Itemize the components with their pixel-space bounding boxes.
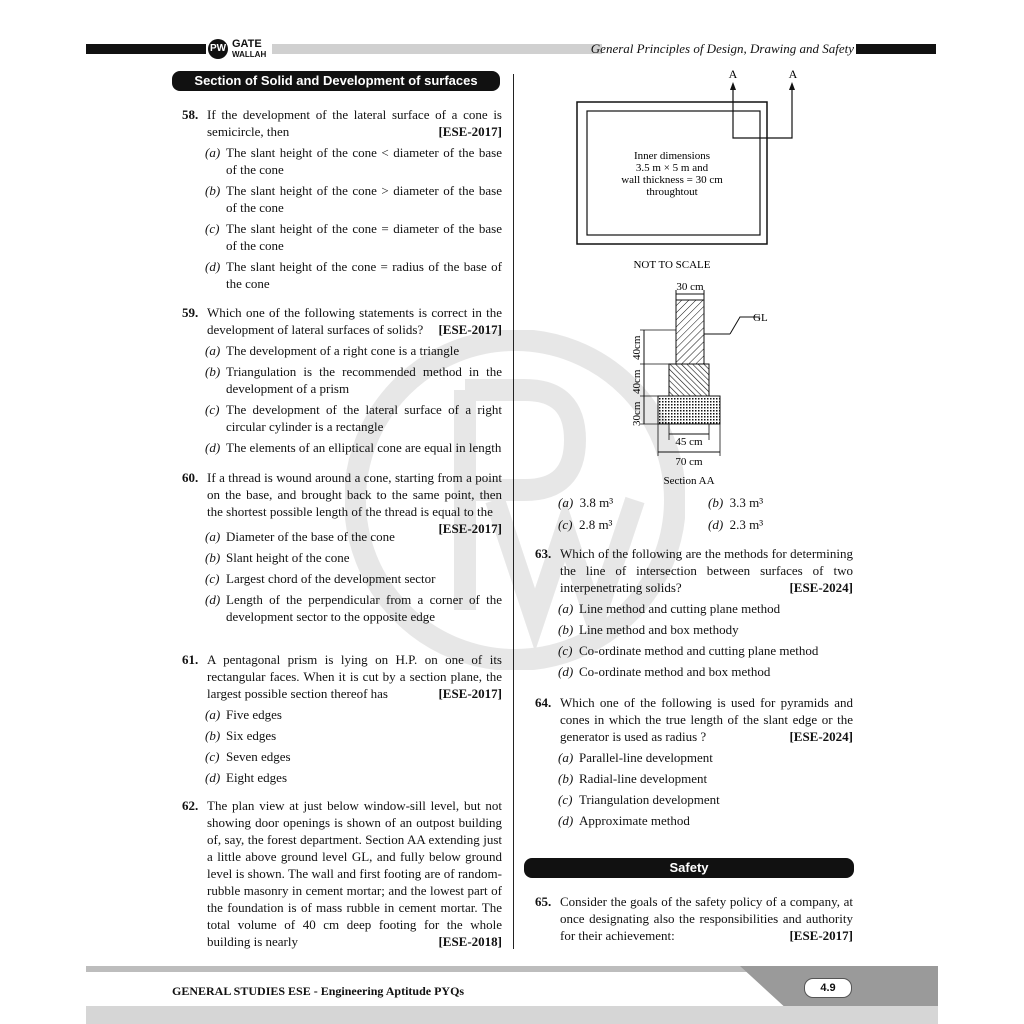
option-c: (c) Seven edges	[205, 749, 291, 764]
section-figure	[560, 68, 860, 498]
header-bar-gray	[272, 44, 602, 54]
option-b: (b) The slant height of the cone > diameter of the base of the cone	[205, 183, 502, 215]
option-c: (c) The development of the lateral surface of a right circular cylinder is a rectangle	[205, 402, 502, 434]
book-title: GENERAL STUDIES ESE - Engineering Aptitude PYQs	[172, 984, 465, 998]
question-number: 61.	[182, 652, 199, 667]
exam-tag: [ESE-2024]	[789, 580, 853, 595]
question-64	[535, 694, 853, 833]
question-63	[535, 545, 853, 684]
option-c: (c) Triangulation development	[558, 792, 720, 807]
foundation-block	[658, 396, 720, 424]
option-d: (d) The elements of an elliptical cone are equal in length	[205, 440, 502, 455]
option-a: (a) Diameter of the base of the cone	[205, 529, 395, 544]
page-number: 4.9	[804, 978, 852, 998]
option-d: (d) Eight edges	[205, 770, 288, 785]
label-a2: A	[788, 68, 798, 81]
option-b: (b) Radial-line development	[558, 771, 708, 786]
question-number: 62.	[182, 798, 199, 813]
dim-30cm-top: 30 cm	[676, 281, 704, 293]
option-a: (a) Parallel-line development	[558, 750, 713, 765]
arrow-a2	[789, 82, 795, 90]
question-number: 59.	[182, 305, 199, 320]
header-bar-left	[86, 44, 206, 54]
q62-options	[535, 494, 855, 538]
question-stem: Consider the goals of the safety policy of a company, at once designating also the responsibilities and authority for their achievement:	[560, 894, 853, 943]
dim-30cm-side: 30cm	[631, 401, 643, 426]
wall-block	[676, 300, 704, 364]
section-aa-label: Section AA	[663, 475, 715, 487]
footer-bottom-bar	[86, 1006, 938, 1024]
running-title: General Principles of Design, Drawing and Safety	[590, 41, 854, 56]
column-divider	[513, 74, 514, 949]
logo-mark: PW	[208, 39, 228, 59]
question-stem: If the development of the lateral surface of a cone is semicircle, then	[207, 107, 502, 139]
option-b: (b) Slant height of the cone	[205, 550, 350, 565]
exam-tag: [ESE-2017]	[438, 124, 502, 139]
brand-logo	[208, 38, 272, 62]
option-b: (b) 3.3 m³	[708, 495, 764, 510]
option-d: (d) Approximate method	[558, 813, 690, 828]
option-b: (b) Line method and box methody	[558, 622, 739, 637]
question-60	[182, 469, 502, 629]
question-stem: The plan view at just below window-sill level, but not showing door openings is shown of an outpost building of, say, the forest department. Section AA extending just a little above ground level GL, and fully below ground level is shown. The wall and first footing are of random-rubble masonry in cement mortar; and the lowest part of the foundation is of mass rubble in cement mortar. The total volume of 40 cm deep footing for the whole building is nearly	[207, 798, 502, 949]
exam-tag: [ESE-2017]	[438, 322, 502, 337]
option-a: (a) 3.8 m³	[558, 495, 614, 510]
option-a: (a) Five edges	[205, 707, 282, 722]
option-a: (a) The slant height of the cone < diameter of the base of the cone	[205, 145, 502, 177]
exam-tag: [ESE-2017]	[438, 686, 502, 701]
option-b: (b) Triangulation is the recommended method in the development of a prism	[205, 364, 502, 396]
option-c: (c) Co-ordinate method and cutting plane method	[558, 643, 819, 658]
gl-label: GL	[753, 312, 768, 324]
option-b: (b) Six edges	[205, 728, 277, 743]
label-a1: A	[728, 68, 738, 81]
section-heading-safety: Safety	[524, 858, 854, 878]
question-number: 63.	[535, 546, 552, 561]
not-to-scale: NOT TO SCALE	[633, 259, 711, 271]
option-d: (d) 2.3 m³	[708, 517, 764, 532]
question-number: 64.	[535, 695, 552, 710]
question-number: 58.	[182, 107, 199, 122]
question-62	[182, 797, 502, 950]
exam-tag: [ESE-2018]	[438, 934, 502, 949]
option-d: (d) The slant height of the cone = radius of the base of the cone	[205, 259, 502, 291]
inner-dims-3: wall thickness = 30 cm	[621, 174, 723, 186]
logo-line1: GATE	[232, 38, 262, 50]
dim-40cm-lower: 40cm	[631, 369, 643, 394]
inner-dims-1: Inner dimensions	[633, 150, 711, 162]
question-58	[182, 106, 502, 296]
exam-tag: [ESE-2024]	[789, 729, 853, 744]
question-stem: Which one of the following statements is correct in the development of lateral surfaces of solids?	[207, 305, 502, 337]
option-a: (a) Line method and cutting plane method	[558, 601, 781, 616]
question-number: 65.	[535, 894, 552, 909]
exam-tag: [ESE-2017]	[789, 928, 853, 943]
question-65	[535, 893, 853, 944]
question-stem: Which of the following are the methods for determining the line of intersection between surfaces of two interpenetrating solids?	[560, 546, 853, 595]
option-d: (d) Co-ordinate method and box method	[558, 664, 771, 679]
section-heading-solids: Section of Solid and Development of surfaces	[172, 71, 500, 91]
question-59	[182, 304, 502, 460]
option-a: (a) The development of a right cone is a triangle	[205, 343, 460, 358]
question-number: 60.	[182, 470, 199, 485]
exam-tag: [ESE-2017]	[438, 521, 502, 536]
header-bar-right	[856, 44, 936, 54]
inner-dims-4: throughtout	[646, 186, 698, 198]
dim-45cm: 45 cm	[675, 436, 703, 448]
section-line-aa	[733, 90, 792, 138]
dim-70cm: 70 cm	[675, 456, 703, 468]
option-c: (c) Largest chord of the development sector	[205, 571, 436, 586]
dim-40cm-upper: 40cm	[631, 335, 643, 360]
question-stem: Which one of the following is used for pyramids and cones in which the true length of the slant edge or the generator is used as radius ?	[560, 695, 853, 744]
question-stem: A pentagonal prism is lying on H.P. on one of its rectangular faces. When it is cut by a section plane, the largest possible section thereof has	[207, 652, 502, 701]
logo-line2: WALLAH	[232, 50, 267, 59]
option-d: (d) Length of the perpendicular from a corner of the development sector to the opposite edge	[205, 592, 502, 624]
inner-dims-2: 3.5 m × 5 m and	[635, 162, 709, 174]
first-footing	[669, 364, 709, 396]
option-c: (c) The slant height of the cone = diameter of the base of the cone	[205, 221, 502, 253]
question-61	[182, 651, 502, 790]
question-stem: If a thread is wound around a cone, starting from a point on the base, and brought back to the same point, then the shortest possible length of the thread is equal to the	[207, 470, 502, 519]
arrow-a1	[730, 82, 736, 90]
option-c: (c) 2.8 m³	[558, 517, 613, 532]
